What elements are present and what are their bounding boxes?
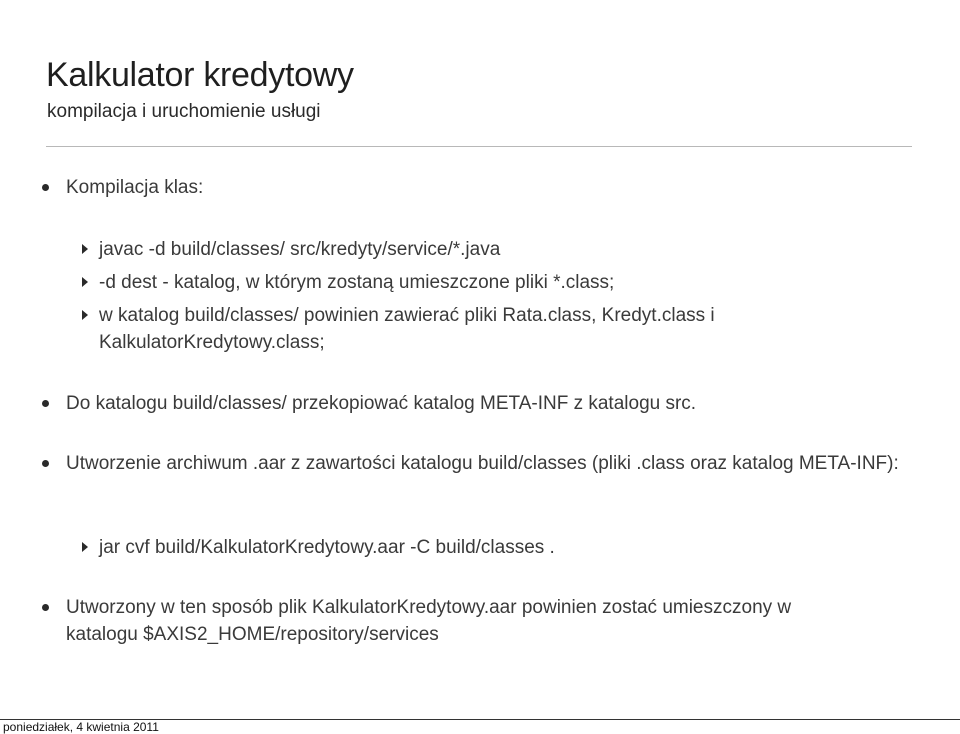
bullet-dot-icon — [42, 400, 49, 407]
bullet-dot-icon — [42, 460, 49, 467]
bullet-compilation — [66, 174, 916, 201]
bullet-copy-metainf — [66, 390, 916, 417]
sub-bullet-javac — [99, 236, 889, 263]
triangle-bullet-icon — [82, 310, 88, 320]
slide-title: Kalkulator kredytowy — [46, 56, 354, 94]
triangle-bullet-icon — [82, 277, 88, 287]
sub-bullet-text: javac -d build/classes/ src/kredyty/service/*.java — [99, 239, 501, 260]
triangle-bullet-icon — [82, 244, 88, 254]
bullet-dot-icon — [42, 184, 49, 191]
sub-bullet-dest — [99, 269, 889, 296]
sub-bullet-jar — [99, 534, 889, 561]
footer-date: poniedziałek, 4 kwietnia 2011 — [3, 720, 159, 734]
bullet-deploy — [66, 594, 866, 648]
sub-bullet-text: jar cvf build/KalkulatorKredytowy.aar -C build/classes . — [99, 537, 555, 558]
bullet-text: Do katalogu build/classes/ przekopiować katalog META-INF z katalogu src. — [66, 393, 697, 414]
title-divider — [46, 146, 912, 147]
bullet-create-archive — [66, 450, 906, 477]
bullet-text: Utworzenie archiwum .aar z zawartości katalogu build/classes (pliki .class oraz katalog META-INF): — [66, 453, 899, 474]
sub-bullet-classes — [99, 302, 789, 356]
bullet-dot-icon — [42, 604, 49, 611]
triangle-bullet-icon — [82, 542, 88, 552]
sub-bullet-text: -d dest - katalog, w którym zostaną umieszczone pliki *.class; — [99, 272, 615, 293]
bullet-text: Utworzony w ten sposób plik KalkulatorKredytowy.aar powinien zostać umieszczony w katalogu $AXIS2_HOME/repository/services — [66, 597, 792, 645]
slide-subtitle: kompilacja i uruchomienie usługi — [47, 101, 321, 122]
sub-bullet-text: w katalog build/classes/ powinien zawierać pliki Rata.class, Kredyt.class i KalkulatorKredytowy.class; — [99, 305, 715, 353]
bullet-text: Kompilacja klas: — [66, 177, 204, 198]
